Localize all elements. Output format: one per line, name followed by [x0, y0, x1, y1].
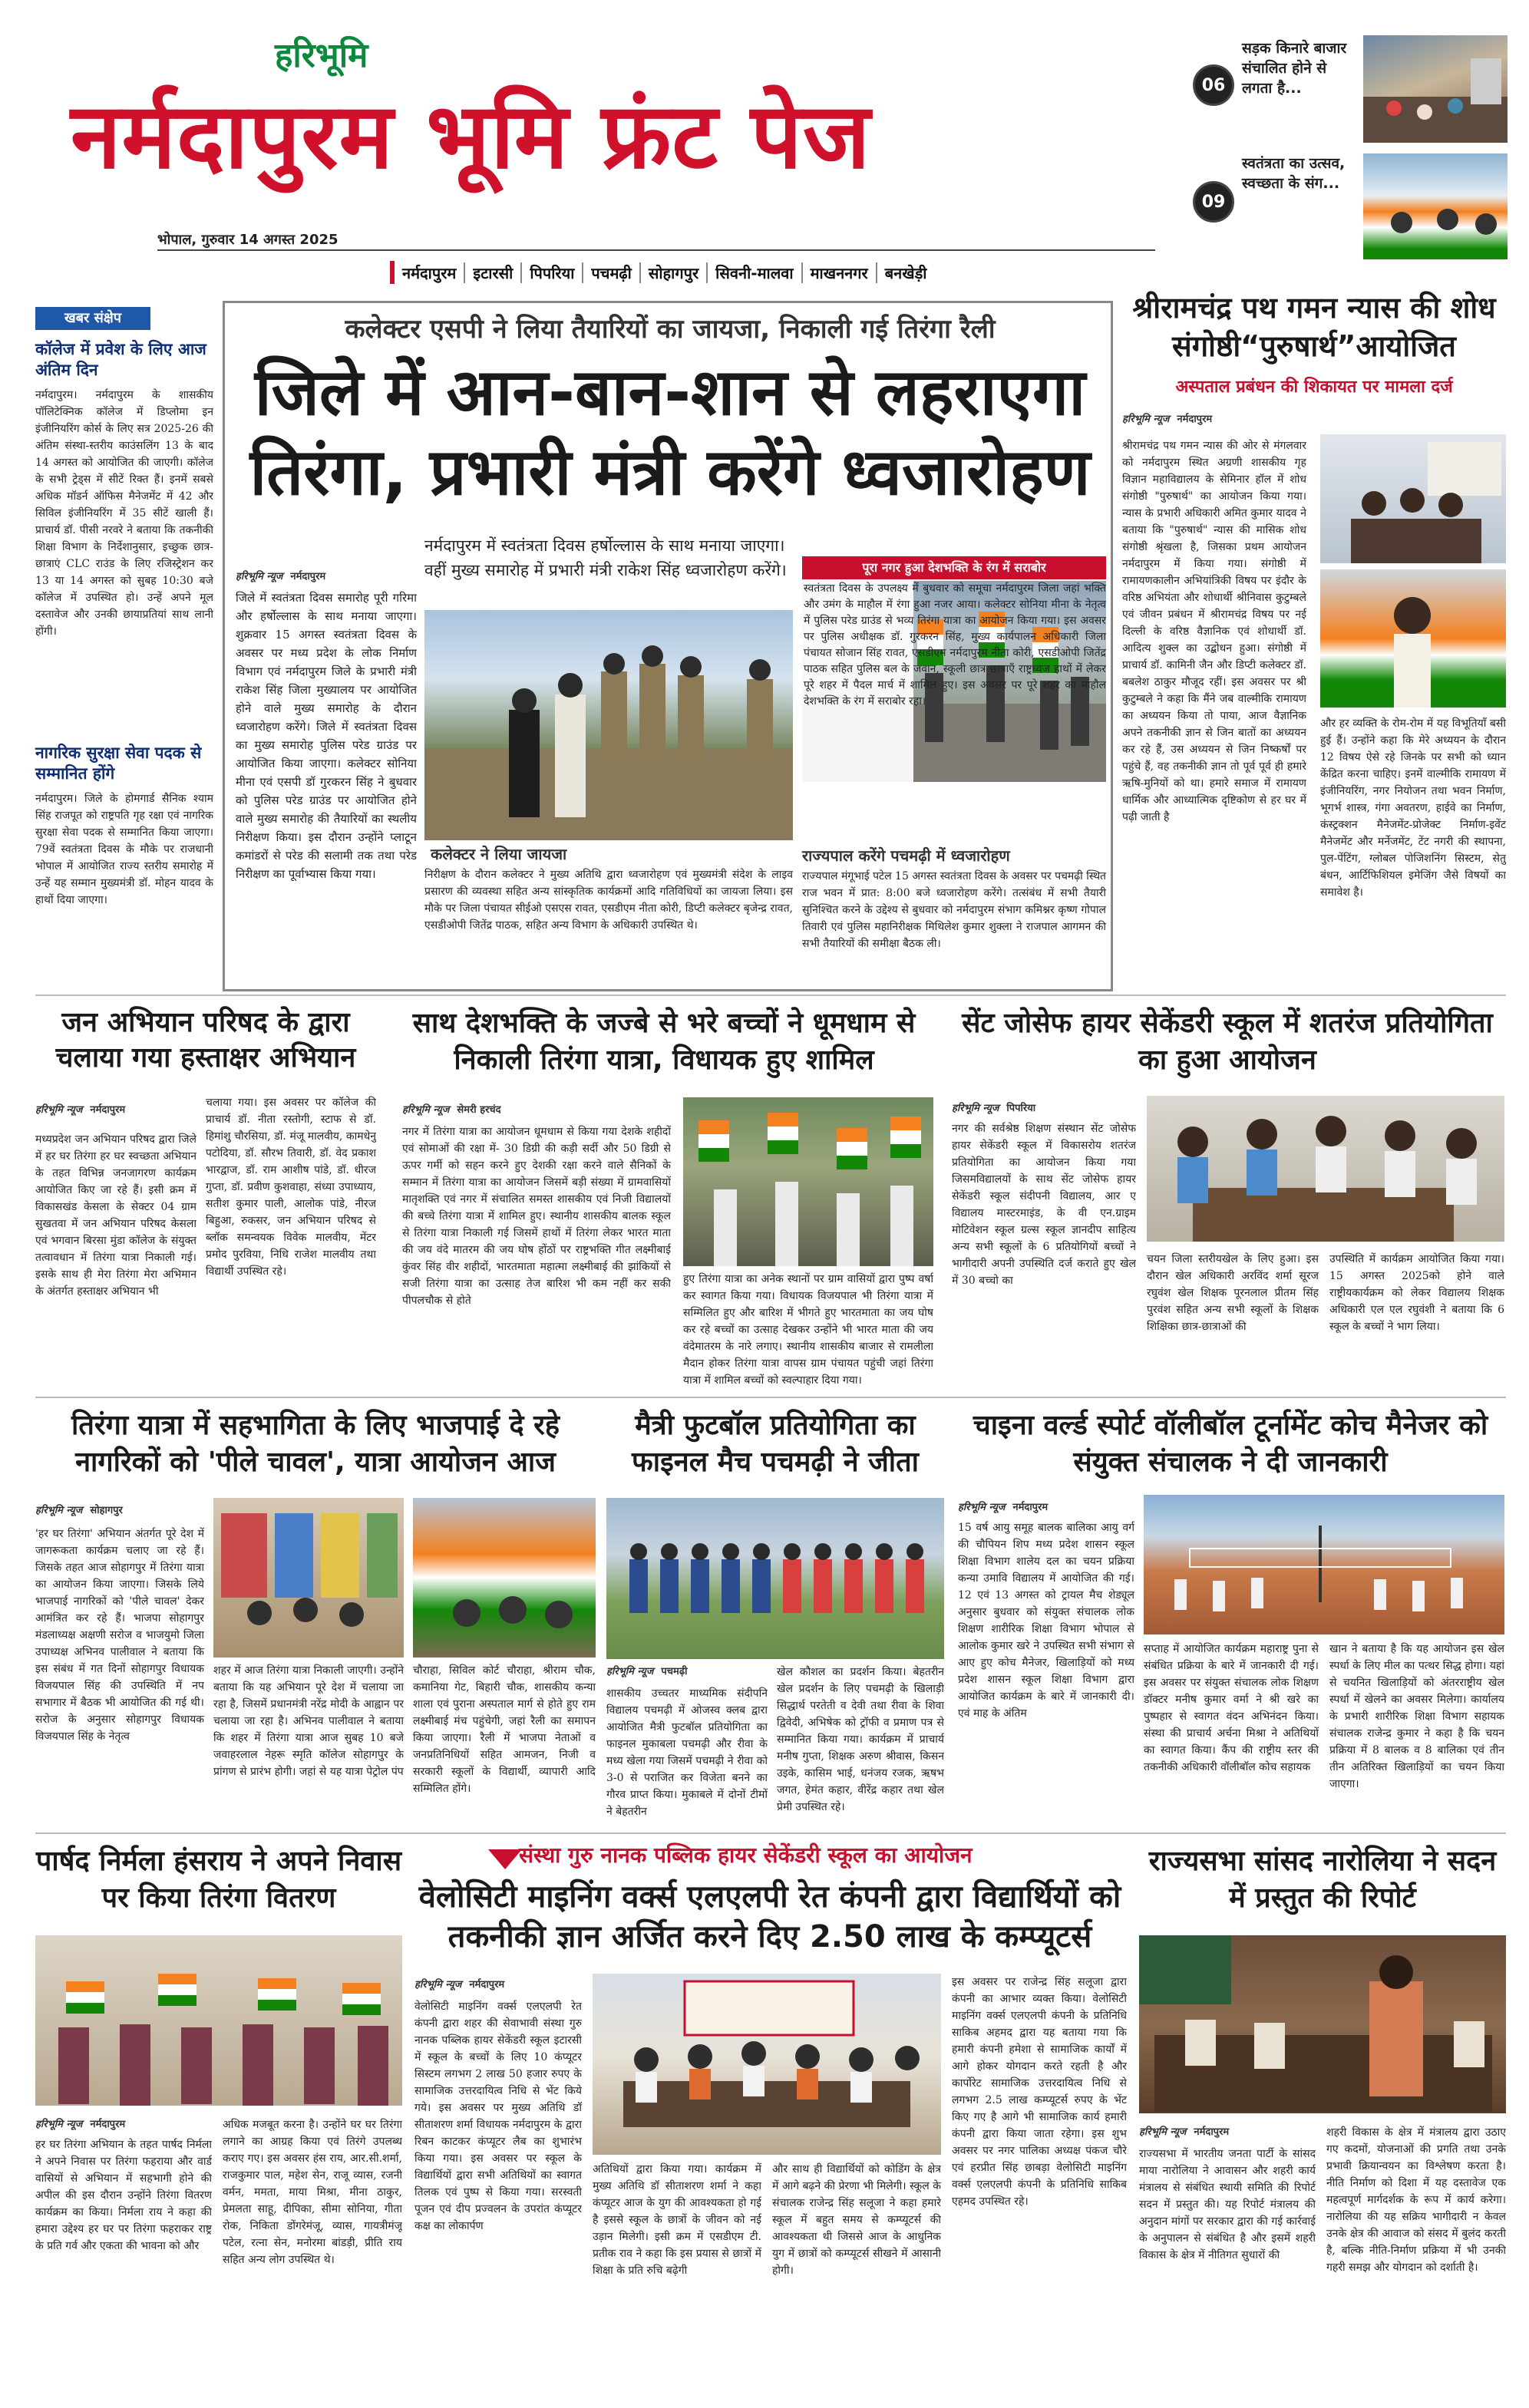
story-headline: सेंट जोसेफ हायर सेकेंडरी स्कूल में शतरंज प्रतियोगिता का हुआ आयोजन [962, 1008, 1493, 1076]
story-byline [35, 2116, 212, 2130]
story-col2: सप्ताह में आयोजित कार्यक्रम महाराष्ट्र पुना से संबंधित प्रक्रिया के बारे में जानकारी दी गई। इस अवसर पर संयुक्त संचालक लोक शिक्षण डॉक्टर मनीष कुमार वर्मा ने श्री खरे का पुष्पहार से स्वागत वंदन अभिनंदन किया। संस्था की प्राचार्य अर्चना मिश्रा ने अतिथियों का स्वागत किया। कैंप की राष्ट्रीय स्तर की तकनीकी अधिकारी वॉलीबॉल कोच सहायक [1144, 1643, 1319, 1773]
story-velocity [411, 1836, 1128, 2388]
news-brief [35, 307, 213, 990]
flag-photo [413, 1498, 596, 1658]
lead-intro: नर्मदापुरम में स्वतंत्रता दिवस हर्षोल्लास के साथ मनाया जाएगा। वहीं मुख्य समारोह में प्रभारी मंत्री राकेश सिंह ध्वजारोहण करेंगे। [424, 536, 787, 579]
byline-location: नर्मदापुरम [1012, 1502, 1049, 1513]
story-byline [606, 1664, 768, 1677]
parshad-photo [35, 1935, 402, 2106]
story-col2: हुए तिरंगा यात्रा का अनेक स्थानों पर ग्राम वासियों द्वारा पुष्प वर्षा कर स्वागत किया गया। विधायक विजयपाल भी तिरंगा यात्रा में सम्मिलित हुए और बारिश में भीगते हुए भारतमाता का जय घोष कर रहे बच्चों का उत्साह देखकर उन्होंने भी भारत माता की जय वंदेमातरम के नारे लगाए। स्थानीय शासकीय बाजार से रामलीला मैदान होकर तिरंगा यात्रा वापस ग्राम पंचायत पहुंची जहां तिरंगा यात्रा में शामिल बच्चों को स्वल्पाहार दिया गया। [683, 1273, 933, 1387]
promo-1[interactable] [1188, 35, 1511, 150]
byline-location: नर्मदापुरम [90, 2119, 126, 2130]
governor-text: राज्यपाल मंगूभाई पटेल 15 अगस्त स्वतंत्रता दिवस के अवसर पर पचमढ़ी स्थित राज भवन में प्रात: 8:00 बजे ध्वजारोहण करेंगे। तत्संबंध में सभी तैयारी सुनिश्चित करने के उद्देश्य से बुधवार को नर्मदापुरम संभाग कमिश्नर कृष्ण गोपाल तिवारी एवं पुलिस महानिरीक्षक मिथिलेश कुमार शुक्ला ने राजपाल आगमन की सभी तैयारियों की समीक्षा बैठक ली। [802, 870, 1106, 950]
byline-location: नर्मदापुरम [290, 571, 326, 582]
story-col2: अतिथियों द्वारा किया गया। कार्यक्रम में मुख्य अतिथि डॉ सीताशरण शर्मा ने कहा कंप्यूटर आज के युग की आवश्यकता हो गई है इससे स्कूल के छात्रों के जीवन को नई उड़ान मिलेगी। इसी क्रम में एसडीएम टी. प्रतीक राव ने कहा कि इस प्रयास से छात्रों में शिक्षा के प्रति रुचि बढ़ेगी [593, 2163, 761, 2277]
story-col1: मध्यप्रदेश जन अभियान परिषद द्वारा जिले में हर घर तिरंगा हर घर स्वच्छता अभियान के तहत विभिन्न जनजागरण कार्यक्रम आयोजित किए जा रहे हैं। इसी क्रम में विकासखंड केसला के सेक्टर 04 ग्राम सुखतवा में जन अभियान परिषद केसला एवं भगवान बिरसा मुंडा कॉलेज के संयुक्त तत्वावधान में तिरंगा यात्रा निकाली गई। इसके साथ ही मेरा तिरंगा मेरा अभिमान के अंतर्गत हस्ताक्षर अभियान भी [35, 1133, 196, 1298]
byline-location: नर्मदापुरम [469, 1979, 505, 1991]
right-top-headline: श्रीरामचंद्र पथ गमन न्यास की शोध संगोष्ठी“पुरुषार्थ”आयोजित [1132, 291, 1496, 363]
lead-photo-text: निरीक्षण के दौरान कलेक्टर ने मुख्य अतिथि द्वारा ध्वजारोहण एवं मुख्यमंत्री संदेश के लाइव प्रसारण की व्यवस्था सहित अन्य सांस्कृतिक कार्यक्रमों आदि गतिविधियों का जायजा लिया। इस मौके पर जिला पंचायत सीईओ एसएस रावत, एसडीएम नीता कोरी, डिप्टी कलेक्टर बृजेन्द्र रावत, एसडीओपी जितेंद्र पाठक, सहित अन्य विभाग के अधिकारी उपस्थित थे। [424, 869, 793, 932]
right-top-subhead: अस्पताल प्रबंधन की शिकायत पर मामला दर्ज [1175, 378, 1453, 397]
brand-small: हरिभूमि [275, 36, 368, 75]
masthead-rule [157, 249, 1155, 251]
byline-source: हरिभूमि न्यूज [1122, 414, 1170, 425]
row-divider [35, 1832, 1506, 1834]
football-photo [606, 1498, 944, 1659]
brief-title: नागरिक सुरक्षा सेवा पदक से सम्मानित होंगे [35, 744, 202, 783]
story-headline: साथ देशभक्ति के जज्बे से भरे बच्चों ने धूमधाम से निकाली तिरंगा यात्रा, विधायक हुए शामिल [412, 1008, 916, 1076]
story-peele-chawal [35, 1400, 596, 1829]
right-top-story [1122, 284, 1506, 990]
story-col2: अधिक मजबूत करना है। उन्होंने घर घर तिरंगा लगाने का आग्रह किया एवं तिरंगे उपलब्ध कराए गए। इस अवसर हंस राय, आर.सी.शर्मा, राजकुमार पाल, महेश सेन, राजू व्यास, रजनी वर्मन, ममता, माया मिश्रा, मीना ठाकुर, प्रेमलता साहू, दीपिका, सीमा सोनिया, गीता रोक, निकिता डोंगरेमंजू, व्यास, गायत्रीमंजू पटेल, रत्ना सेन, मनोरमा बांडड़ी, प्रीति राय सहित अन्य लोग उपस्थित थे। [223, 2119, 402, 2266]
yatra-photo [683, 1097, 933, 1266]
side-banner: पूरा नगर हुआ देशभक्ति के रंग में सराबोर [802, 556, 1106, 579]
byline-source: हरिभूमि न्यूज [958, 1502, 1006, 1513]
promo-number: 09 [1193, 181, 1234, 223]
byline-source: हरिभूमि न्यूज [35, 1505, 83, 1516]
dateline: भोपाल, गुरुवार 14 अगस्त 2025 [157, 232, 338, 248]
row-divider [35, 995, 1506, 996]
student-photo [1320, 569, 1506, 708]
story-football [606, 1400, 944, 1829]
story-col3: और साथ ही विद्यार्थियों को कोडिंग के क्षेत्र में आगे बढ़ने की प्रेरणा भी मिलेगी। स्कूल के संचालक राजेन्द्र सिंह सलूजा ने कहा हमारे स्कूल में बहुत समय से कम्प्यूटर्स की आवश्यकता थी जिससे आज के आधुनिक युग में छात्रों को कम्प्यूटर्स सीखने में आसानी होगी। [772, 2163, 941, 2277]
promo-number: 06 [1193, 64, 1234, 106]
lead-kicker: कलेक्टर एसपी ने लिया तैयारियों का जायजा, निकाली गई तिरंगा रैली [345, 314, 996, 345]
story-byline [35, 1503, 204, 1516]
lead-photo [424, 610, 793, 840]
story-jan-abhiyan [35, 998, 376, 1397]
story-byline [402, 1102, 632, 1116]
story-headline: चाइना वर्ल्ड स्पोर्ट वॉलीबॉल टूर्नामेंट कोच मैनेजर को संयुक्त संचालक ने दी जानकारी [973, 1410, 1488, 1478]
byline-source: हरिभूमि न्यूज [606, 1666, 654, 1677]
story-headline: पार्षद निर्मला हंसराय ने अपने निवास पर किया तिरंगा वितरण [35, 1846, 402, 1914]
governor-title: राज्यपाल करेंगे पचमढ़ी में ध्वजारोहण [802, 846, 1010, 865]
brief-body: नर्मदापुरम। नर्मदापुरम के शासकीय पॉलिटेक्निक कॉलेज में डिप्लोमा इन इंजीनियरिंग कोर्स के लिए सत्र 2025-26 की अंतिम संस्था-स्तरीय काउंसलिंग 13 के बाद 14 अगस्त को आयोजित की जाएगी। कॉलेज के सभी ट्रेड्स में सीटें रिक्त हैं। इनमें सबसे अधिक मॉडर्न ऑफिस मैनेजमेंट में 42 और सिविल इंजीनियरिंग में 35 सीटें खाली हैं। प्राचार्य डॉ. पीसी नरवरे ने बताया कि तकनीकी शिक्षा विभाग के निर्देशानुसार, इच्छुक छात्र-छात्राएं CLC राउंड के लिए रजिस्ट्रेशन कर 13 या 14 अगस्त को सुबह 10:30 बजे कॉलेज में उपस्थित हो। उन्हें अपने मूल दस्तावेज और उनकी छायाप्रतियां साथ लानी होंगी। [35, 389, 213, 638]
lead-photo-caption: कलेक्टर ने लिया जायजा [424, 840, 793, 867]
lead-headline-2: तिरंगा, प्रभारी मंत्री करेंगे ध्वजारोहण [249, 434, 1091, 510]
region-item[interactable]: बनखेड़ी [884, 263, 927, 282]
byline-location: नर्मदापुरम [90, 1104, 126, 1116]
brief-title: कॉलेज में प्रवेश के लिए आज अंतिम दिन [35, 340, 206, 379]
region-item[interactable]: सोहागपुर [641, 262, 708, 283]
lead-story [223, 301, 1113, 991]
story-col1: हर घर तिरंगा अभियान के तहत पार्षद निर्मला ने अपने निवास पर तिरंगा फहराया और वार्ड वासियों से अभियान में सहभागी होने की अपील की इस दौरान उन्होंने तिरंगा वितरण कार्यक्रम का किया। निर्मला राय ने कहा की हमारा उद्देश्य हर घर पर तिरंगा फहराकर राष्ट्र के प्रति गर्व और एकता की भावना को और [35, 2139, 212, 2252]
byline-location: सेमरी हरचंद [457, 1104, 501, 1116]
right-top-body2: और हर व्यक्ति के रोम-रोम में यह विभूतियाँ बसी हुई हैं। उन्होंने कहा कि मेरे अध्ययन के दौरान 12 विषय ऐसे रहे जिनके पर सभी को ध्यान केंद्रित करना चाहिए। इनमें वाल्मीकि रामायण में इंजीनियरिंग, नगर नियोजन तथा भवन निर्माण, भूगर्भ शास्त्र, गंगा अवतरण, हाईवे का निर्माण, कंस्ट्रक्शन मैनेजमेंट-प्रोजेक्ट निर्माण-इवेंट मैनेजमेंट और मर्नेजमेंट, टेंट नगरी की स्थापना, पुल-पेंटिंग, ग्लोबल पोजिशनिंग सिस्टम, सेतु बंधन, आर्टिफिशियल इमेजिंग जैसे विषयों का समावेश है। [1320, 717, 1506, 899]
promo-text: सड़क किनारे बाजार संचालित होने से लगता है... [1242, 40, 1347, 97]
byline-location: सोहागपुर [90, 1505, 123, 1516]
region-item[interactable]: सिवनी-मालवा [708, 262, 802, 283]
story-headline: राज्यसभा सांसद नारोलिया ने सदन में प्रस्तुत की रिपोर्ट [1148, 1846, 1497, 1914]
story-col2: चयन जिला स्तरीयखेल के लिए हुआ। इस दौरान खेल अधिकारी अरविंद शर्मा सूरज रघुवंश खेल शिक्षक पूरनलाल प्रीतम सिंह पुरवंश सहित अन्य सभी स्कूलों के शिक्षक शिक्षिका छात्र-छात्राओं की [1147, 1253, 1319, 1333]
lead-col1: जिले में स्वतंत्रता दिवस समारोह पूरी गरिमा और हर्षोल्लास के साथ मनाया जाएगा। शुक्रवार 15 अगस्त स्वतंत्रता दिवस के अवसर पर मध्य प्रदेश के लोक निर्माण विभाग एवं नर्मदापुरम जिले के प्रभारी मंत्री राकेश सिंह जिला मुख्यालय पर आयोजित होने वाले मुख्य समारोह के दौरान ध्वजारोहण करेंगे। जिले में स्वतंत्रता दिवस का मुख्य समारोह पुलिस परेड ग्राउंड पर आयोजित किया जाएगा। कलेक्टर सोनिया मीना एवं एसपी डॉ गुरकरन सिंह ने बुधवार को पुलिस परेड ग्राउंड पर आयोजित होने वाले मुख्य समारोह की तैयारियों का स्थलीय निरीक्षण किया। इस दौरान उन्होंने प्लाटून कमांडरों से परेड की सलामी तक तथा परेड निरीक्षण का पूर्वाभ्यास किया गया। [236, 591, 417, 881]
story-col2: खेल कौशल का प्रदर्शन किया। बेहतरीन खेल प्रदर्शन के लिए पचमढ़ी के खिलाड़ी सिद्धार्थ परतेती व देवी तथा रीवा के शिवा द्विवेदी, अभिषेक को ट्रॉफी व प्रमाण पत्र से सम्मानित किया गया। कार्यक्रम में प्राचार्य मनीष गुप्ता, शिक्षक अरुण श्रीवास, किसन उइके, कासिम भाई, धनंजय रजक, ऋषभ जगत, हेमंत कहार, वीरेंद्र कहार तथा खेल प्रेमी उपस्थित रहे। [777, 1666, 944, 1813]
brief-body: नर्मदापुरम। जिले के होमगार्ड सैनिक श्याम सिंह राजपूत को राष्ट्रपति गृह रक्षा एवं नागरिक सुरक्षा सेवा पदक से सम्मानित किया जाएगा। 79वें स्वतंत्रता दिवस के मौके पर राजधानी भोपाल में आयोजित राज्य स्तरीय समारोह में उन्हें यह सम्मान मुख्यमंत्री डॉ. मोहन यादव के हाथों दिया जाएगा। [35, 793, 213, 906]
byline-location: नर्मदापुरम [1177, 414, 1213, 425]
kicker-arrow [488, 1849, 522, 1869]
byline-source: हरिभूमि न्यूज [414, 1979, 462, 1991]
byline-location: पिपरिया [1006, 1103, 1036, 1114]
story-col1: नगर में तिरंगा यात्रा का आयोजन धूमधाम से किया गया देशके शहीदों एवं सोमाओं की रक्षा में- 30 डिग्री की कड़ी सर्दी और 50 डिग्री से ऊपर गर्मी को सहन करने हुए देशकी रक्षा करने वाले सैनिकों के सम्मान में तिरंगा यात्रा का आयोजन जिसमें बड़ी संख्या में ग्रामवासियों मातृशक्ति एवं नगर में संचालित समस्त शासकीय एवं निजी विद्यालयों की बच्चे तिरंगा यात्रा में शामिल हुए। स्थानीय शासकीय बालक स्कूल से तिरंगा यात्रा निकाली गई जिसमें हाथों में तिरंगा लेकर भारत माता की जय वंदे मातरम की जय घोष होंठों पर राष्ट्रभक्ति गीत लक्ष्मीबाई कुंवर सिंह वीर शहीदों, भारतमाता महात्मा लक्ष्मीबाई की झांकियों से सजी तिरंगा यात्रा का उत्साह तेज बारिश भी कम नहीं कर सकी पीपलचौक से होते [402, 1126, 671, 1307]
lead-headline-1: जिले में आन-बान-शान से लहराएगा [254, 355, 1086, 430]
byline-source: हरिभूमि न्यूज [402, 1104, 450, 1116]
story-col1: शासकीय उच्चतर माध्यमिक संदीपनि विद्यालय पचमढ़ी में ओजस्व क्लब द्वारा आयोजित मैत्री फुटबॉल प्रतियोगिता का फाइनल मुकाबला पचमढ़ी और रीवा के मध्य खेला गया जिसमें पचमढ़ी ने रीवा को 3-0 से पराजित कर विजेता बनने का गौरव प्राप्त किया। मुकाबले में दोनों टीमों ने बेहतरीन [606, 1687, 768, 1818]
story-byline [958, 1499, 1134, 1513]
masthead-title: नर्मदापुरम भूमि फ्रंट पेज [71, 83, 871, 189]
promo-2[interactable] [1188, 153, 1511, 269]
story-col3: उपस्थिति में कार्यक्रम आयोजित किया गया। 15 अगस्त 2025को होने वाले राष्ट्रीयकार्यक्रम को लेकर विद्यालय शिक्षक अधिकारी एल एल रघुवंशी ने बताया कि 6 स्कूल के बच्चों ने भाग लिया। [1329, 1253, 1504, 1333]
story-col1: वेलोसिटी माइनिंग वर्क्स एलएलपी रेत कंपनी द्वारा शहर की सेवाभावी संस्था गुरु नानक पब्लिक हायर सेकेंडरी स्कूल इटारसी में स्कूल के बच्चों के लिए 10 कंप्यूटर सिस्टम लगभग 2 लाख 50 हजार रुपए के सामाजिक उत्तरदायित्व निधि से भेंट किये गये। इस अवसर पर मुख्य अतिथि डॉ सीताशरण शर्मा विधायक नर्मदापुरम के द्वारा रिबन काटकर कंप्यूटर लैब का शुभारंभ किया गया। इस अवसर पर स्कूल के विद्यार्थियों द्वारा सभी अतिथियों का स्वागत तिलक एवं पुष्प से किया गया। सरस्वती पूजन एवं दीप प्रज्वलन के उपरांत कंप्यूटर कक्ष का लोकार्पण [414, 2001, 582, 2232]
story-headline: जन अभियान परिषद के द्वारा चलाया गया हस्ताक्षर अभियान [55, 1007, 356, 1074]
story-tiranga-yatra [391, 998, 936, 1397]
story-byline [35, 1102, 196, 1116]
region-bar [390, 261, 1157, 284]
story-col2: चलाया गया। इस अवसर पर कॉलेज की प्राचार्य डॉ. नीता रस्तोगी, स्टाफ से डॉ. हिमांशु चौरसिया, डॉ. मंजू मालवीय, कामधेनु पटोदिया, डॉ. सौरभ तिवारी, डॉ. वेद प्रकाश भारद्वाज, डॉ. राम आशीष पांडे, डॉ. धीरज गुप्ता, डॉ. प्रवीण कुशवाहा, संध्या उपाध्याय, सतीश कुमार पाली, आलोक पांडे, नीरज बिहुआ, रुकसर, जन अभियान परिषद से ब्लॉक समन्वयक विवेक मालवीय, मेंटर प्रमोद पुरविया, निधि राजेश मालवीय तथा विद्यार्थी उपस्थित रहे। [206, 1097, 376, 1278]
story-byline [1139, 2124, 1316, 2138]
story-col3: चौराहा, सिविल कोर्ट चौराहा, श्रीराम चौक, कमानिया गेट, बिहारी चौक, शासकीय कन्या शाला एवं पुराना अस्पताल मार्ग से होते हुए राम लक्ष्मीबाई मंच पहुंचेगी, जहां रैली का समापन किया जाएगा। रैली में भाजपा नेताओं व जनप्रतिनिधियों सहित आमजन, निजी व सरकारी स्कूलों के विद्यार्थी, व्यापारी आदि सम्मिलित होंगे। [413, 1664, 596, 1795]
story-parshad [35, 1836, 402, 2388]
story-kicker: संस्था गुरु नानक पब्लिक हायर सेकेंडरी स्कूल का आयोजन [519, 1842, 973, 1868]
volleyball-photo [1144, 1495, 1504, 1634]
side-text: स्वतंत्रता दिवस के उपलक्ष्य में बुधवार को समूचा नर्मदापुरम जिला जहां भक्ति और उमंग के माहौल में रंगा हुआ नजर आया। कलेक्टर सोनिया मीना के नेतृत्व में पुलिस परेड ग्राउंड से भव्य तिरंगा यात्रा का आयोजन किया गया। इस अवसर पर पुलिस अधीक्षक डॉ. गुरकरन सिंह, मुख्य कार्यपालन अधिकारी जिला पंचायत सोजान सिंह रावत, एसडीएम नर्मदापुरम नीता कोरी, एसडीओपी जितेंद्र पाठक सहित पुलिस बल के जवान, स्कूली छात्र छात्राएँ राष्ट्रध्वज हाथों में लेकर पूरे शहर में पैदल मार्च में शामिल हुए। इस अवसर पर पूरे शहर का माहौल देशभक्ति के रंग में सराबोर रहा। [802, 581, 1106, 842]
story-byline [414, 1977, 583, 1991]
story-col1: 'हर घर तिरंगा' अभियान अंतर्गत पूरे देश में जागरूकता कार्यक्रम चलाए जा रहे हैं। जिसके तहत आज सोहागपुर में तिरंगा यात्रा का आयोजन किया जाएगा। जिसके लिये भाजपाई नागरिकों को 'पीले चावल' देकर आमंत्रित कर रहे हैं। भाजपा सोहागपुर मंडलाध्यक्ष अक्षणी सरोज व भाजयुमो जिला उपाध्यक्ष अभिनव पालीवाल ने बताया कि इस संबंध में गत दिनों सोहागपुर विधायक विजयपाल सिंह की उपस्थिति में नप सभागार में बैठक भी आयोजित की गई थी। सरोज के अनुसार सोहागपुर विधायक विजयपाल सिंह के नेतृत्व [35, 1528, 204, 1743]
byline-source: हरिभूमि न्यूज [1139, 2126, 1187, 2138]
story-col4: इस अवसर पर राजेन्द्र सिंह सलूजा द्वारा कंपनी का आभार व्यक्त किया। वेलोसिटी माइनिंग वर्क्स एलएलपी कंपनी के प्रतिनिधि साकिब अहमद द्वारा यह बताया गया कि हमारी कंपनी हमेशा से सामाजिक कार्यों में आगे होकर योगदान करते रहती है और कार्पोरेट सामाजिक उत्तरदायित्व निधि से लगभग 2.5 लाख कम्प्यूटर्स रुपए के भेंट किए गए है आगे भी सामाजिक कार्य हमारी कंपनी द्वारा किया जाता रहेगा। इस शुभ अवसर पर नगर पालिका अध्यक्ष पंकज चौरे एवं हरप्रीत सिंह छाबड़ा वेलोसिटी माइनिंग वर्क्स एलएलपी कंपनी के प्रतिनिधि साकिब एहमद उपस्थित रहे। [952, 1976, 1127, 2208]
shop-photo [213, 1498, 404, 1658]
row-divider [35, 1397, 1506, 1398]
story-volleyball [955, 1400, 1506, 1829]
promo-photo [1363, 153, 1508, 259]
chess-photo [1147, 1096, 1504, 1242]
right-top-byline [1122, 411, 1306, 425]
story-headline: तिरंगा यात्रा में सहभागिता के लिए भाजपाई दे रहे नागरिकों को 'पीले चावल', यात्रा आयोजन आज [71, 1410, 560, 1478]
region-item[interactable]: इटारसी [465, 262, 522, 283]
story-chess [949, 998, 1506, 1397]
story-col1: राज्यसभा में भारतीय जनता पार्टी के सांसद माया नारोलिया ने आवासन और शहरी कार्य मंत्रालय से संबंधित स्थायी समिति की रिपोर्ट सदन में प्रस्तुत की। यह रिपोर्ट मंत्रालय की अनुदान मांगों पर सरकार द्वारा की गई कार्रवाई के अनुपालन से संबंधित है और इसमें शहरी विकास के क्षेत्र में नीतिगत सुधारों की [1139, 2148, 1316, 2261]
byline-source: हरिभूमि न्यूज [35, 1104, 83, 1116]
brief-label: खबर संक्षेप [35, 307, 150, 330]
byline-source: हरिभूमि न्यूज [236, 571, 283, 582]
story-col3: खान ने बताया है कि यह आयोजन इस खेल स्पर्धा के लिए मील का पत्थर सिद्ध होगा। यहां से चयनित खिलाड़ियों को अंतरराष्ट्रीय खेल स्पर्धा में खेलने का अवसर मिलेगा। कार्यालय के प्रभारी शारीरिक शिक्षा विभाग सहायक संचालक राजेन्द्र कुमार ने कहा है कि चयन प्रक्रिया में 8 बालक व 8 बालिका एवं तीन तीन अतिरिक्त खिलाड़ियों का चयन किया जाएगा। [1329, 1643, 1504, 1790]
story-col1: 15 वर्ष आयु समूह बालक बालिका आयु वर्ग की चौपियन शिप मध्य प्रदेश शासन स्कूल शिक्षा विभाग शालेय दल का चयन प्रक्रिया कन्या उमावि विद्यालय में आयोजित की गई। 12 एवं 13 अगस्त को ट्रायल मैच शेड्यूल अनुसार बुधवार को संयुक्त संचालक लोक शिक्षण शारीरिक शिक्षा विभाग भोपाल से आलोक कुमार खरे ने उपस्थित सभी संभाग से आए हुए कोच मैनेजर, खिलाड़ियों को मध्य प्रदेश शासन स्कूल शिक्षा विभाग द्वारा आयोजित कार्यक्रम के बारे में जानकारी दी। एवं माह के अंतिम [958, 1522, 1134, 1720]
story-byline [952, 1100, 1174, 1114]
story-col2: शहर में आज तिरंगा यात्रा निकाली जाएगी। उन्होंने बताया कि यह अभियान पूरे देश में चलाया जा रहा है, जिसमें प्रधानमंत्री नरेंद्र मोदी के आह्वान पर चलाया जा रहा है। अभिनव पालीवाल ने बताया कि शहर में तिरंगा यात्रा आज सुबह 10 बजे जवाहरलाल नेहरू स्मृति कॉलेज सोहागपुर के प्रांगण से प्रारंभ होगी। जहां से यह यात्रा पेट्रोल पंप [213, 1664, 404, 1778]
byline-location: पचमढ़ी [661, 1666, 688, 1677]
lead-byline [236, 569, 417, 582]
right-top-body: श्रीरामचंद्र पथ गमन न्यास की ओर से मंगलवार को नर्मदापुरम स्थित अग्रणी शासकीय गृह विज्ञान महाविद्यालय के सेमिनार हॉल में शोध संगोष्ठी "पुरुषार्थ" का आयोजन किया गया। न्यास के प्रभारी अधिकारी अमित कुमार यादव ने बताया कि "पुरुषार्थ" न्यास की मासिक शोध संगोष्ठी श्रृंखला है, जिसका प्रथम आयोजन नर्मदापुरम में किया गया। संगोष्ठी में रामायणकालीन अभियांत्रिकी विषय पर इंदौर के वरिष्ठ अभियंता और शोधार्थी श्रीनिवास कुटुम्बले एवं जीवन प्रबंधन में श्रीरामचंद्र विषय पर नई दिल्ली के वरिष्ठ वैज्ञानिक एवं शोधार्थी डॉ. आदित्य शुक्ल का उद्बोधन हुआ। संगोष्ठी में प्राचार्य डॉ. कामिनी जैन और डिप्टी कलेक्टर डॉ. बबलेश ठाकुर मौजूद रहीं। इस अवसर पर श्री कुटुम्बले ने कहा कि मैंने जब वाल्मीकि रामायण का अध्ययन किया तो पाया, आज वैज्ञानिक अपने तकनीकी ज्ञान से जिन बातों का अध्ययन कर रहे हैं, उस अध्ययन से जिन निष्कर्षों पर पहुंचे हैं, वह तकनीकी ज्ञान तो पूर्व पूर्व ही हमारे ऋषि-मुनियों को था। हमारे समाज में रामायण धार्मिक और आध्यात्मिक दृष्टिकोण से हर घर में पढ़ी जाती है [1122, 440, 1306, 823]
region-item[interactable]: पचमढ़ी [583, 262, 640, 283]
byline-location: नर्मदापुरम [1194, 2126, 1230, 2138]
byline-source: हरिभूमि न्यूज [35, 2119, 83, 2130]
parliament-photo [1139, 1935, 1506, 2113]
region-item[interactable]: पिपरिया [522, 262, 583, 283]
story-col2: शहरी विकास के क्षेत्र में मंत्रालय द्वारा उठाए गए कदमों, योजनाओं की प्रगति तथा उनके प्रभावी क्रियान्वयन का विश्लेषण करता है। नीति निर्माण को दिशा में यह दस्तावेज एक महत्वपूर्ण मार्गदर्शक के रूप में कार्य करेगा। नारोलिया की यह सक्रिय भागीदारी न केवल उनके क्षेत्र की आवाज को संसद में बुलंद करती है, बल्कि नीति-निर्माण प्रक्रिया में भी उनकी गहरी समझ और योगदान को दर्शाती है। [1326, 2126, 1506, 2274]
region-item[interactable]: नर्मदापुरम [395, 262, 465, 283]
story-narolia [1139, 1836, 1506, 2388]
story-headline: मैत्री फुटबॉल प्रतियोगिता का फाइनल मैच पचमढ़ी ने जीता [632, 1410, 919, 1478]
computer-lab-photo [593, 1974, 941, 2155]
story-headline: वेलोसिटी माइनिंग वर्क्स एलएलपी रेत कंपनी द्वारा विद्यार्थियों को तकनीकी ज्ञान अर्जित करने दिए 2.50 लाख के कम्प्यूटर्स [418, 1879, 1121, 1954]
seminar-photo [1320, 434, 1506, 563]
region-item[interactable]: माखननगर [803, 262, 877, 283]
byline-source: हरिभूमि न्यूज [952, 1103, 999, 1114]
story-col1: नगर की सर्वश्रेष्ठ शिक्षण संस्थान सेंट जोसेफ हायर सेकेंडरी स्कूल में विकासरोय शतरंज प्रतियोगिता का आयोजन किया गया जिसमविद्यालयों के साथ सेंट जोसेफ हायर सेकेंडरी स्कूल संदीपनी विद्यालय, आर ए विद्यालय मास्टरमाइंड, के वी एन.ग्राइम मोटिवेशन स्कूल ग्रल्स स्कूल ज्ञानदीप साहित्य अन्य सभी स्कूलों के 6 प्रतियोगियों बच्चों ने भागीदारी अपनी उपस्थिति दर्ज कराते हुए खेल में 30 बच्चो का [952, 1123, 1136, 1287]
promo-text: स्वतंत्रता का उत्सव, स्वच्छता के संग... [1242, 155, 1346, 192]
promo-photo [1363, 35, 1508, 143]
